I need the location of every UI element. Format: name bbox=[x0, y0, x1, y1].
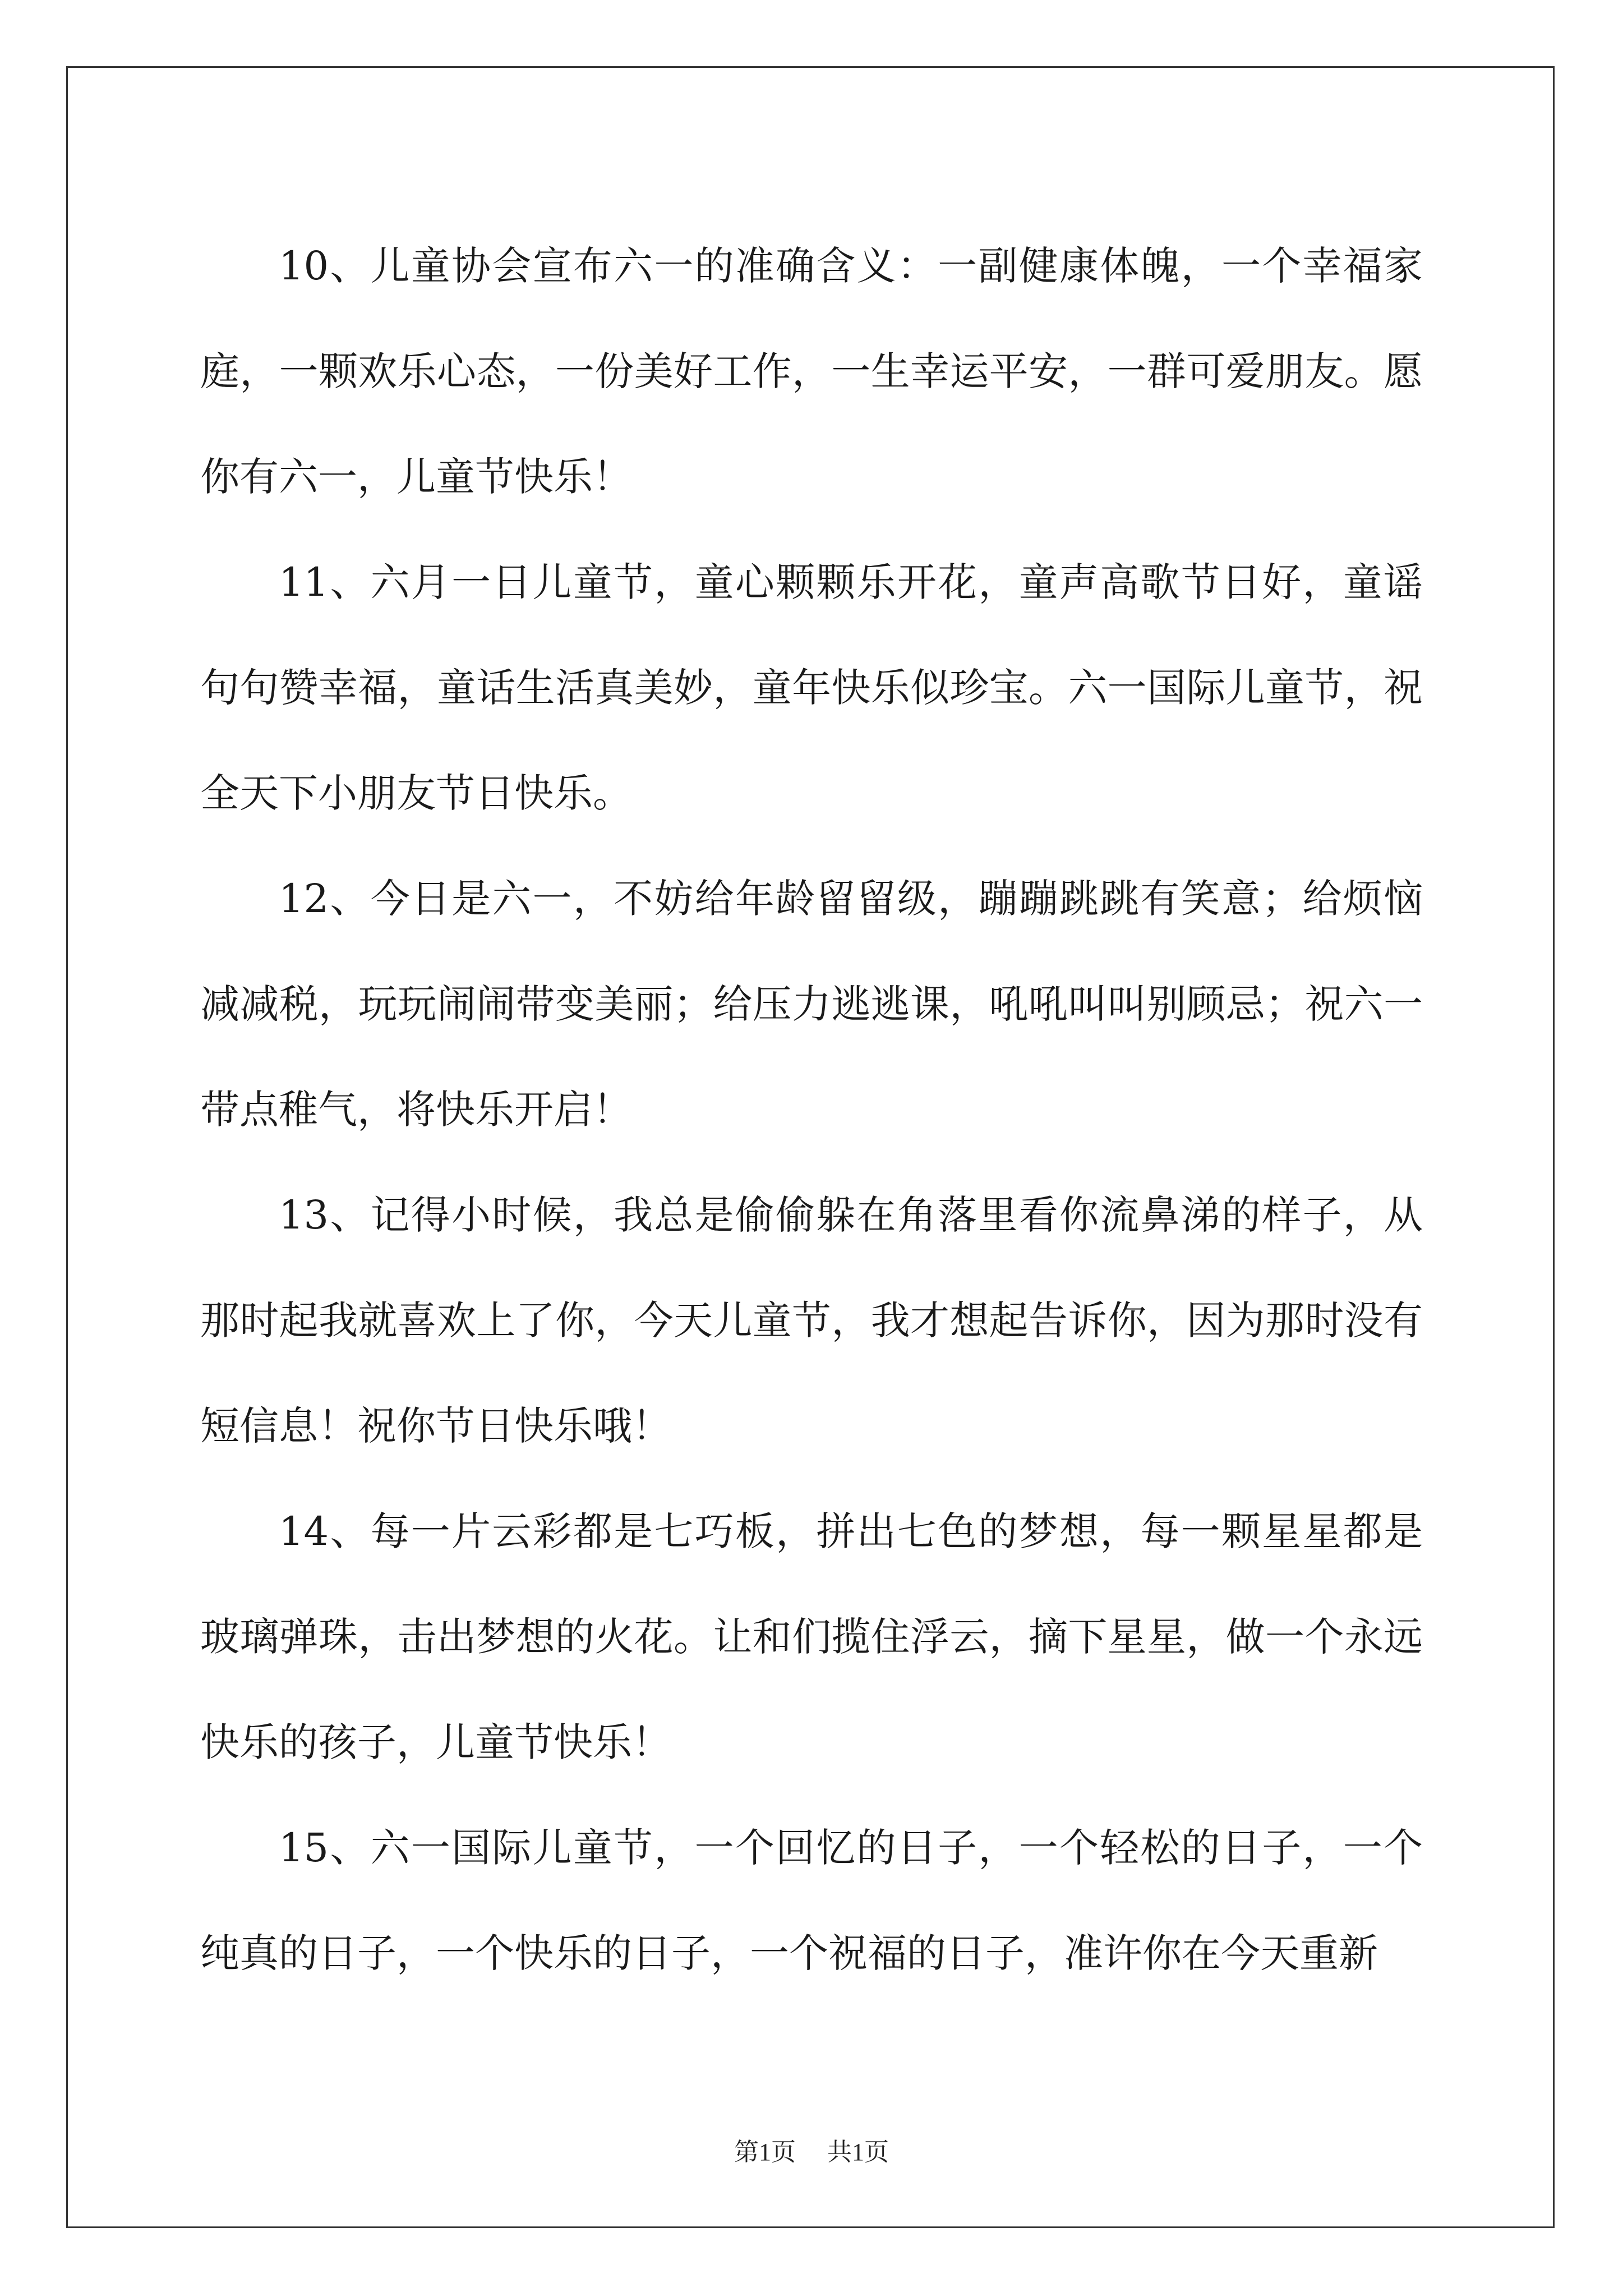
page-number-total: 共1页 bbox=[827, 2138, 889, 2166]
document-body bbox=[200, 213, 1423, 2006]
paragraph-14: 14、每一片云彩都是七巧板，拼出七色的梦想，每一颗星星都是玻璃弹珠，击出梦想的火花。让和们揽住浮云，摘下星星，做一个永远快乐的孩子，儿童节快乐！ bbox=[200, 1508, 1423, 1765]
paragraph-10: 10、儿童协会宣布六一的准确含义：一副健康体魄，一个幸福家庭，一颗欢乐心态，一份美好工作，一生幸运平安，一群可爱朋友。愿你有六一，儿童节快乐！ bbox=[200, 243, 1423, 500]
paragraph-12: 12、今日是六一，不妨给年龄留留级，蹦蹦跳跳有笑意；给烦恼减减税，玩玩闹闹带变美丽；给压力逃逃课，吼吼叫叫别顾忌；祝六一带点稚气，将快乐开启！ bbox=[200, 876, 1423, 1133]
page-footer bbox=[0, 2132, 1623, 2168]
paragraph-11: 11、六月一日儿童节，童心颗颗乐开花，童声高歌节日好，童谣句句赞幸福，童话生活真美妙，童年快乐似珍宝。六一国际儿童节，祝全天下小朋友节日快乐。 bbox=[200, 559, 1423, 816]
paragraph-13: 13、记得小时候，我总是偷偷躲在角落里看你流鼻涕的样子，从那时起我就喜欢上了你，今天儿童节，我才想起告诉你，因为那时没有短信息！祝你节日快乐哦！ bbox=[200, 1192, 1423, 1449]
page-number-current: 第1页 bbox=[734, 2138, 796, 2166]
paragraph-15: 15、六一国际儿童节，一个回忆的日子，一个轻松的日子，一个纯真的日子，一个快乐的日子，一个祝福的日子，准许你在今天重新 bbox=[200, 1825, 1423, 1976]
